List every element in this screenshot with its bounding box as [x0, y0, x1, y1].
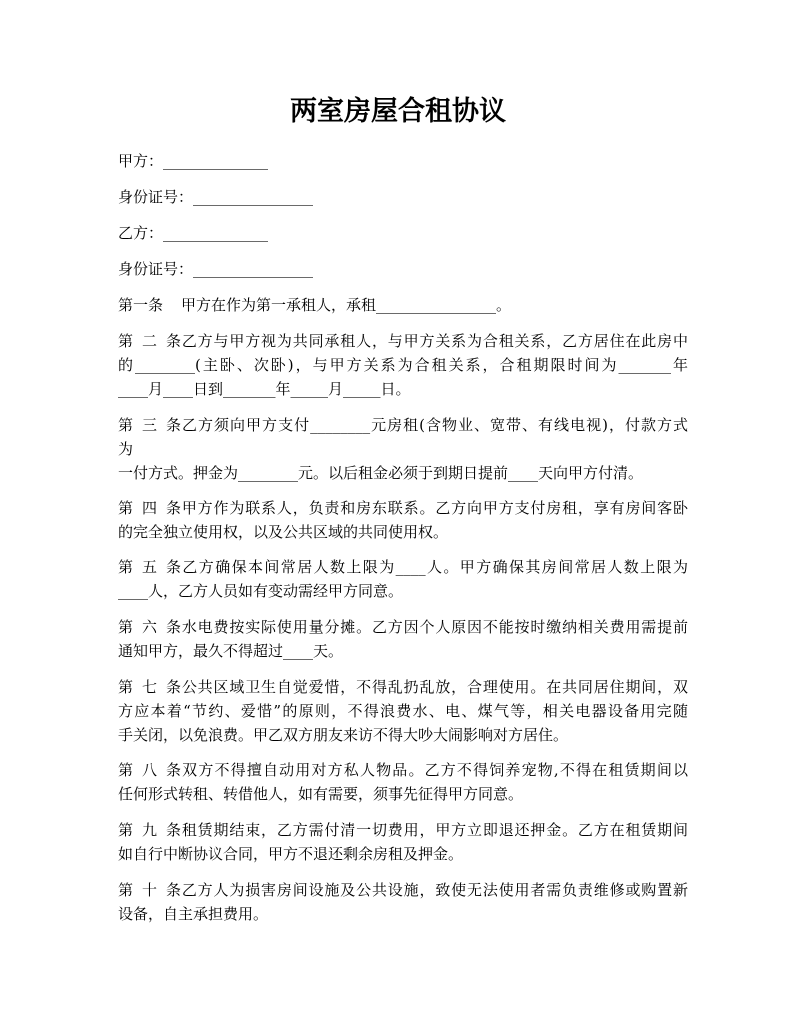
- document-title: 两室房屋合租协议: [290, 96, 506, 127]
- article-number: 第八条: [118, 761, 181, 779]
- article-number: 第五条: [118, 558, 181, 576]
- article-number: 第七条: [118, 678, 181, 696]
- article-number: 第九条: [118, 821, 181, 839]
- party-a-field: 甲方：______________: [118, 152, 269, 170]
- article-7-line-2: 方应本着“节约、爱惜”的原则，不得浪费水、电、煤气等，相关电器设备用完随: [118, 702, 688, 720]
- article-10-line-2: 设备，自主承担费用。: [118, 905, 269, 923]
- article-2-line-3: ____月____日到_______年_____月_____日。: [118, 380, 411, 398]
- article-9-line-2: 如自行中断协议合同，甲方不退还剩余房租及押金。: [118, 845, 464, 863]
- article-5: [118, 557, 688, 577]
- article-7: [118, 677, 688, 697]
- article-number: 第一条: [118, 296, 164, 314]
- article-8: [118, 760, 688, 780]
- article-number: 第二条: [118, 332, 181, 350]
- article-text: 乙方与甲方视为共同承租人，与甲方关系为合租关系，乙方居住在此房中: [181, 332, 688, 350]
- article-text: 甲方作为联系人，负责和房东联系。乙方向甲方支付房租，享有房间客卧: [181, 499, 688, 517]
- article-10: [118, 880, 688, 900]
- article-3-line-2: 为: [118, 440, 134, 458]
- article-text: 甲方在作为第一承租人，承租________________。: [181, 296, 512, 314]
- article-3-line-3: 一付方式。押金为________元。以后租金必须于到期日提前____天向甲方付清。: [118, 464, 644, 482]
- article-9: [118, 820, 688, 840]
- party-a-id-field: 身份证号：________________: [118, 188, 314, 206]
- article-4-line-2: 的完全独立使用权，以及公共区域的共同使用权。: [118, 523, 449, 541]
- article-2-line-2: 的________(主卧、次卧)，与甲方关系为合租关系，合租期限时间为_______年: [118, 356, 688, 374]
- article-number: 第四条: [118, 499, 181, 517]
- article-6-line-2: 通知甲方，最久不得超过____天。: [118, 642, 344, 660]
- party-b-field: 乙方：______________: [118, 224, 269, 242]
- article-number: 第三条: [118, 416, 181, 434]
- article-2: [118, 331, 688, 351]
- article-number: 第六条: [118, 618, 181, 636]
- article-5-line-2: ____人，乙方人员如有变动需经甲方同意。: [118, 582, 404, 600]
- article-text: 乙方须向甲方支付________元房租(含物业、宽带、有线电视)，付款方式: [181, 416, 688, 434]
- article-text: 公共区域卫生自觉爱惜，不得乱扔乱放，合理使用。在共同居住期间，双: [181, 678, 688, 696]
- article-text: 乙方人为损害房间设施及公共设施，致使无法使用者需负责维修或购置新: [181, 881, 688, 899]
- article-text: 水电费按实际使用量分摊。乙方因个人原因不能按时缴纳相关费用需提前: [181, 618, 688, 636]
- article-8-line-2: 任何形式转租、转借他人，如有需要，须事先征得甲方同意。: [118, 785, 524, 803]
- article-7-line-3: 手关闭，以免浪费。甲乙双方朋友来访不得大吵大闹影响对方居住。: [118, 726, 569, 744]
- article-text: 双方不得擅自动用对方私人物品。乙方不得饲养宠物,不得在租赁期间以: [181, 761, 688, 779]
- article-1: [118, 295, 688, 315]
- party-b-id-field: 身份证号：________________: [118, 260, 314, 278]
- article-4: [118, 498, 688, 518]
- article-text: 租赁期结束，乙方需付清一切费用，甲方立即退还押金。乙方在租赁期间: [181, 821, 688, 839]
- article-3: [118, 415, 688, 435]
- article-number: 第十条: [118, 881, 181, 899]
- article-text: 乙方确保本间常居人数上限为____人。甲方确保其房间常居人数上限为: [181, 558, 688, 576]
- article-6: [118, 617, 688, 637]
